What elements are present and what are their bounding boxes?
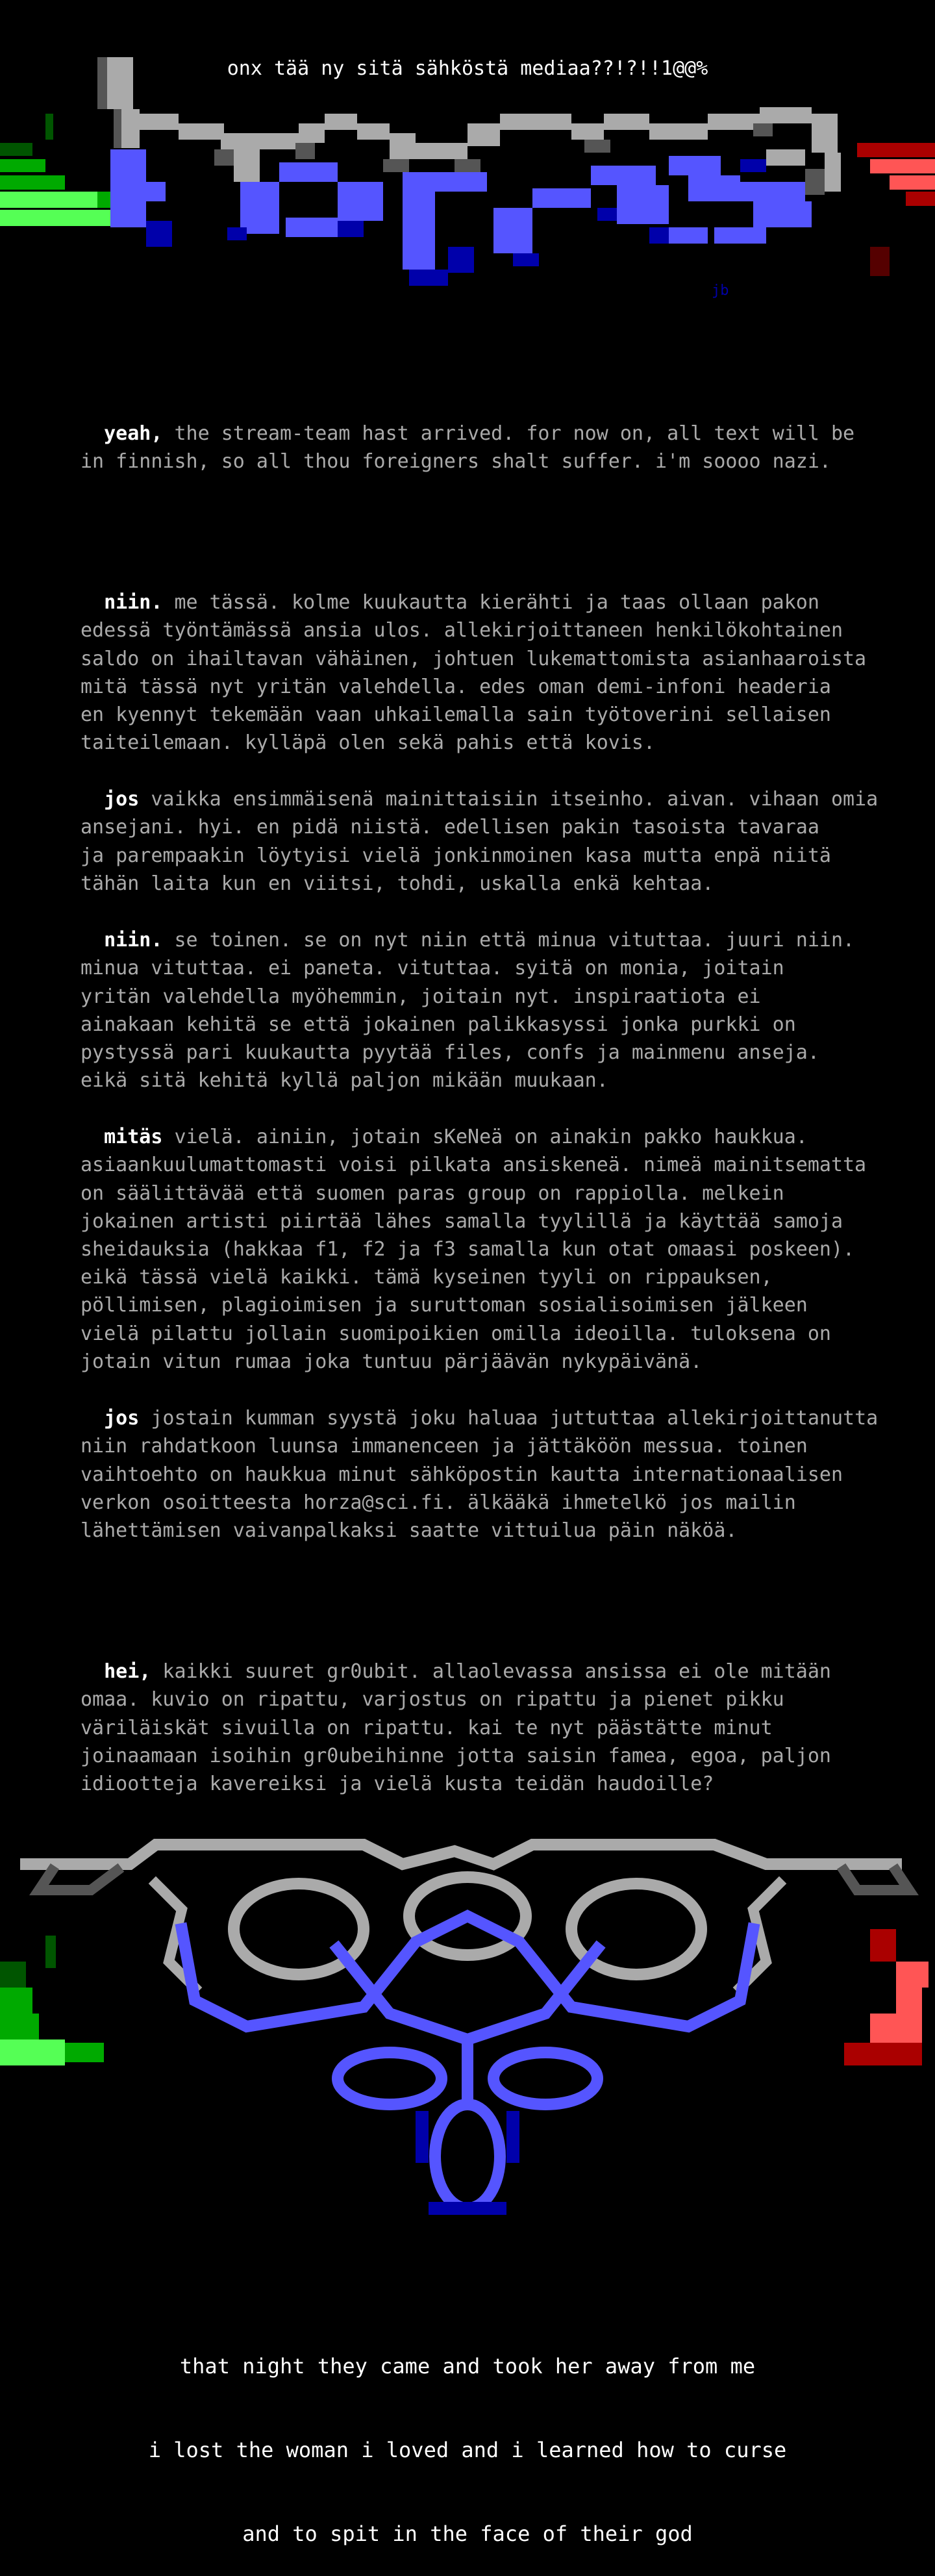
paragraph-line: kaikki suuret gr0ubit. allaolevassa ansissa ei ole mitään xyxy=(151,1660,831,1684)
ornament-svg xyxy=(0,1832,935,2260)
paragraph-lead: hei, xyxy=(104,1660,151,1684)
paragraph-hei xyxy=(81,1630,873,1798)
paragraph-line: me tässä. kolme kuukautta kierähti ja taas ollaan pakon xyxy=(162,591,819,614)
verse-line: and to spit in the face of their god xyxy=(242,2521,693,2546)
paragraph-line: mitä tässä nyt yritän valehdella. edes oman demi-infoni headeria xyxy=(81,675,831,698)
paragraph-line: väriläiskät sivuilla on ripattu. kai te nyt päästätte minut xyxy=(81,1716,773,1739)
paragraph-mitas xyxy=(81,1095,873,1376)
paragraph-line: on säälittävää että suomen paras group on rappiolla. melkein xyxy=(81,1181,784,1205)
closing-verse xyxy=(0,2297,935,2576)
paragraph-line: ja parempaakin löytyisi vielä jonkinmoinen kasa mutta enpä niitä xyxy=(81,844,831,867)
paragraph-line: eikä sitä kehitä kyllä paljon mikään muukaan. xyxy=(81,1069,608,1092)
paragraph-line: minua vituttaa. ei paneta. vituttaa. syitä on monia, joitain xyxy=(81,957,784,980)
paragraph-lead: niin. xyxy=(104,929,163,952)
verse-line: that night they came and took her away from me xyxy=(179,2354,756,2379)
header-caption: onx tää ny sitä sähköstä mediaa??!?!!1@@% xyxy=(227,57,708,80)
paragraph-lead: niin. xyxy=(104,591,163,614)
red-accent-right xyxy=(857,143,935,276)
paragraph-line: tähän laita kun en viitsi, tohdi, uskalla enkä kehtaa. xyxy=(81,872,714,895)
paragraph-line: eikä tässä vielä kaikki. tämä kyseinen tyyli on rippauksen, xyxy=(81,1266,773,1289)
green-accent-left xyxy=(0,114,110,226)
paragraph-line: the stream-team hast arrived. for now on, all text will be xyxy=(162,422,855,446)
paragraph-line: vielä. ainiin, jotain sKeNeä on ainakin pakko haukkua. xyxy=(162,1126,808,1149)
paragraph-line: edessä työntämässä ansia ulos. allekirjoittaneen henkilökohtainen xyxy=(81,619,843,642)
paragraph-line: niin rahdatkoon luunsa immanenceen ja jättäköön messua. toinen xyxy=(81,1435,808,1458)
paragraph-line: idiootteja kavereiksi ja vielä kusta teidän haudoille? xyxy=(81,1773,714,1796)
paragraph-line: lähettämisen vaivanpalkaksi saatte vittuilua päin näköä. xyxy=(81,1519,738,1543)
paragraph-line: se toinen. se on nyt niin että minua vituttaa. juuri niin. xyxy=(162,929,855,952)
logo-signature: jb xyxy=(712,283,729,299)
paragraph-line: pystyssä pari kuukautta pyytää files, confs ja mainmenu anseja. xyxy=(81,1041,819,1065)
ornament-green-accent xyxy=(0,1936,104,2065)
paragraph-line: jokainen artisti piirtää lähes samalla tyylillä ja käyttää samoja xyxy=(81,1209,843,1233)
paragraph-intro xyxy=(81,392,873,476)
paragraph-jos-1 xyxy=(81,757,879,898)
celtic-knot-ornament-icon xyxy=(0,1832,935,2260)
paragraph-line: vaihtoehto on haukkua minut sähköpostin kautta internationaalisen xyxy=(81,1463,843,1486)
paragraph-line: joinaamaan isoihin gr0ubeihinne jotta saisin famea, egoa, paljon xyxy=(81,1744,831,1767)
paragraph-line: asiaankuulumattomasti voisi pilkata ansiskeneä. nimeä mainitsematta xyxy=(81,1154,867,1177)
paragraph-line: ansejani. hyi. en pidä niistä. edellisen pakin tasoista tavaraa xyxy=(81,816,819,839)
paragraph-line: ainakaan kehitä se että jokainen palikkasyssi jonka purkki on xyxy=(81,1013,796,1036)
paragraph-lead: jos xyxy=(104,1407,140,1430)
paragraph-line: vaikka ensimmäisenä mainittaisiin itseinho. aivan. vihaan omia xyxy=(139,788,879,811)
paragraph-lead: mitäs xyxy=(104,1126,163,1149)
horza-logo-svg xyxy=(0,52,935,338)
paragraph-lead: yeah, xyxy=(104,422,163,446)
paragraph-line: jotain vitun rumaa joka tuntuu pärjäävän nykypäivänä. xyxy=(81,1350,703,1373)
ornament-red-accent xyxy=(844,1929,929,2065)
paragraph-line: omaa. kuvio on ripattu, varjostus on ripattu ja pienet pikku xyxy=(81,1688,784,1711)
verse-line: i lost the woman i loved and i learned how to curse xyxy=(148,2438,787,2462)
paragraph-line: en kyennyt tekemään vaan uhkailemalla sain työtoverini sellaisen xyxy=(81,703,831,727)
paragraph-line: sheidauksia (hakkaa f1, f2 ja f3 samalla kun otat omaasi poskeen). xyxy=(81,1238,855,1261)
paragraph-line: vielä pilattu jollain suomipoikien omilla ideoilla. tuloksena on xyxy=(81,1322,831,1345)
paragraph-line: saldo on ihailtavan vähäinen, johtuen lukemattomista asianhaaroista xyxy=(81,647,867,670)
horza-logo-icon xyxy=(0,52,935,338)
paragraph-niin-2 xyxy=(81,898,873,1094)
paragraph-jos-2 xyxy=(81,1376,879,1545)
paragraph-line: pöllimisen, plagioimisen ja suruttoman sosialisoimisen jälkeen xyxy=(81,1294,808,1317)
paragraph-niin-1 xyxy=(81,561,873,757)
paragraph-line: taiteilemaan. kylläpä olen sekä pahis että kovis. xyxy=(81,731,656,755)
paragraph-line: jostain kumman syystä joku haluaa juttuttaa allekirjoittanutta xyxy=(139,1407,879,1430)
paragraph-line: in finnish, so all thou foreigners shalt suffer. i'm soooo nazi. xyxy=(81,450,831,474)
paragraph-line: yritän valehdella myöhemmin, joitain nyt. inspiraatiota ei xyxy=(81,985,761,1008)
paragraph-line: verkon osoitteesta horza@sci.fi. älkääkä ihmetelkö jos mailin xyxy=(81,1491,796,1514)
paragraph-lead: jos xyxy=(104,788,140,811)
